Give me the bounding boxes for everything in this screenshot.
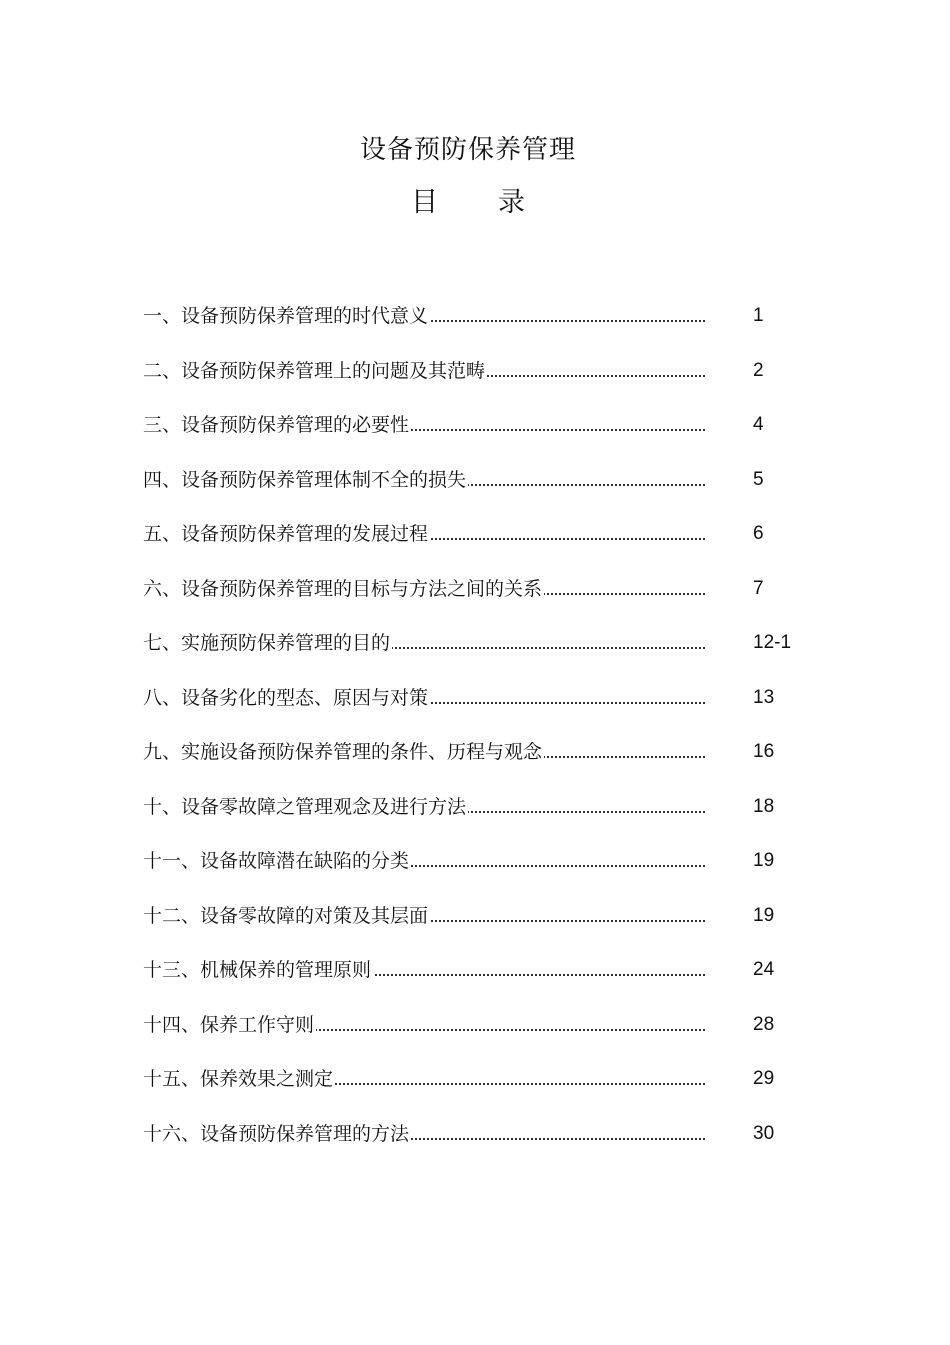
- toc-item-page: 19: [753, 850, 775, 871]
- toc-heading-char-2: 录: [498, 187, 525, 218]
- document-title: 设备预防保养管理: [359, 135, 576, 165]
- toc-item-page: 30: [753, 1122, 775, 1144]
- toc-item[interactable]: [143, 678, 823, 733]
- toc-item-page: 13: [753, 686, 775, 708]
- toc-item-label: 八、设备劣化的型态、原因与对策: [143, 686, 429, 709]
- toc-item-page: 1: [753, 305, 764, 326]
- toc-item-page: 7: [753, 577, 764, 599]
- toc-item[interactable]: [143, 460, 823, 515]
- toc-heading: [0, 183, 936, 223]
- toc-item-label: 十六、设备预防保养管理的方法: [143, 1122, 410, 1145]
- toc-item[interactable]: [143, 1059, 823, 1114]
- toc-item-page: 24: [753, 959, 775, 980]
- toc-item-label: 十三、机械保养的管理原则: [143, 959, 372, 981]
- toc-item-page: 2: [753, 359, 764, 381]
- toc-item-page: 19: [753, 904, 775, 926]
- toc-item[interactable]: [143, 1114, 823, 1169]
- toc-item-page: 5: [753, 468, 764, 490]
- toc-item-label: 十、设备零故障之管理观念及进行方法: [143, 795, 467, 818]
- toc-item-label: 十五、保养效果之测定: [143, 1068, 334, 1090]
- toc-item[interactable]: [143, 569, 823, 624]
- toc-item-page: 18: [753, 795, 775, 817]
- toc-item[interactable]: [143, 732, 823, 787]
- toc-item-label: 二、设备预防保养管理上的问题及其范畴: [143, 359, 486, 382]
- toc-item[interactable]: [143, 351, 823, 406]
- toc-item[interactable]: [143, 896, 823, 951]
- toc-list: [143, 296, 823, 1168]
- toc-item-page: 16: [753, 741, 775, 762]
- toc-heading-char-1: 目: [411, 187, 438, 218]
- toc-item-label: 七、实施预防保养管理的目的: [143, 632, 391, 654]
- toc-item-label: 五、设备预防保养管理的发展过程: [143, 523, 429, 545]
- toc-item[interactable]: [143, 841, 823, 896]
- toc-item-page: 6: [753, 523, 764, 544]
- toc-item[interactable]: [143, 950, 823, 1005]
- toc-item-page: 4: [753, 414, 764, 435]
- toc-item-label: 十一、设备故障潜在缺陷的分类: [143, 850, 410, 872]
- toc-item[interactable]: [143, 405, 823, 460]
- toc-item-label: 一、设备预防保养管理的时代意义: [143, 305, 429, 327]
- toc-item-label: 四、设备预防保养管理体制不全的损失: [143, 468, 467, 491]
- toc-item-page: 29: [753, 1068, 775, 1089]
- toc-item[interactable]: [143, 1005, 823, 1060]
- toc-item-label: 十四、保养工作守则: [143, 1013, 315, 1036]
- toc-item-label: 九、实施设备预防保养管理的条件、历程与观念: [143, 741, 543, 763]
- toc-item[interactable]: [143, 623, 823, 678]
- toc-item[interactable]: [143, 296, 823, 351]
- toc-item-page: 28: [753, 1013, 775, 1035]
- toc-item-label: 十二、设备零故障的对策及其层面: [143, 904, 429, 927]
- toc-item-label: 三、设备预防保养管理的必要性: [143, 414, 410, 436]
- toc-item-page: 12-1: [753, 632, 792, 653]
- toc-item[interactable]: [143, 514, 823, 569]
- toc-item[interactable]: [143, 787, 823, 842]
- toc-item-label: 六、设备预防保养管理的目标与方法之间的关系: [143, 577, 543, 600]
